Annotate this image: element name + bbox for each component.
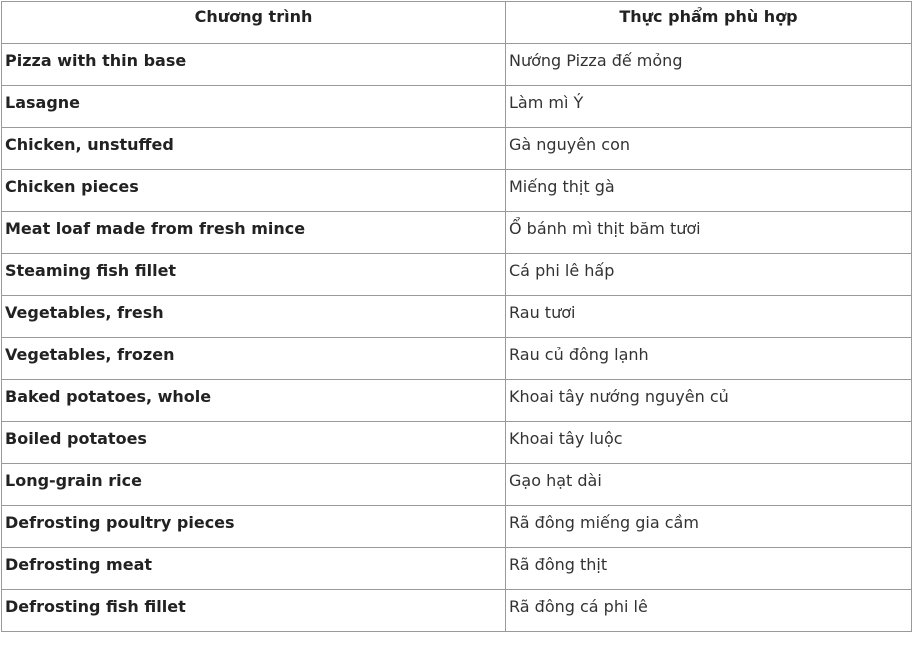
program-cell: Boiled potatoes — [2, 422, 506, 464]
program-cell: Defrosting meat — [2, 548, 506, 590]
program-cell: Chicken, unstuffed — [2, 128, 506, 170]
food-cell: Nướng Pizza đế mỏng — [506, 44, 912, 86]
food-cell: Làm mì Ý — [506, 86, 912, 128]
food-cell: Cá phi lê hấp — [506, 254, 912, 296]
program-cell: Defrosting fish fillet — [2, 590, 506, 632]
food-cell: Khoai tây luộc — [506, 422, 912, 464]
table-row — [2, 296, 912, 338]
table-row — [2, 128, 912, 170]
program-cell: Vegetables, fresh — [2, 296, 506, 338]
program-cell: Pizza with thin base — [2, 44, 506, 86]
food-cell: Khoai tây nướng nguyên củ — [506, 380, 912, 422]
food-cell: Rau củ đông lạnh — [506, 338, 912, 380]
program-cell: Steaming fish fillet — [2, 254, 506, 296]
program-cell: Lasagne — [2, 86, 506, 128]
program-cell: Meat loaf made from fresh mince — [2, 212, 506, 254]
table-row — [2, 590, 912, 632]
food-cell: Gạo hạt dài — [506, 464, 912, 506]
table-header-row — [2, 2, 912, 44]
table-row — [2, 422, 912, 464]
program-cell: Baked potatoes, whole — [2, 380, 506, 422]
food-cell: Rau tươi — [506, 296, 912, 338]
table-row — [2, 380, 912, 422]
program-table — [1, 1, 912, 632]
table-row — [2, 506, 912, 548]
table-row — [2, 464, 912, 506]
food-cell: Miếng thịt gà — [506, 170, 912, 212]
food-cell: Rã đông cá phi lê — [506, 590, 912, 632]
food-cell: Rã đông miếng gia cầm — [506, 506, 912, 548]
table-row — [2, 548, 912, 590]
food-cell: Ổ bánh mì thịt băm tươi — [506, 212, 912, 254]
header-program: Chương trình — [2, 2, 506, 44]
table-row — [2, 44, 912, 86]
table-row — [2, 86, 912, 128]
food-cell: Gà nguyên con — [506, 128, 912, 170]
program-cell: Long-grain rice — [2, 464, 506, 506]
program-cell: Defrosting poultry pieces — [2, 506, 506, 548]
program-cell: Chicken pieces — [2, 170, 506, 212]
program-cell: Vegetables, frozen — [2, 338, 506, 380]
table-row — [2, 212, 912, 254]
table-row — [2, 338, 912, 380]
table-row — [2, 254, 912, 296]
food-cell: Rã đông thịt — [506, 548, 912, 590]
table-row — [2, 170, 912, 212]
header-food: Thực phẩm phù hợp — [506, 2, 912, 44]
